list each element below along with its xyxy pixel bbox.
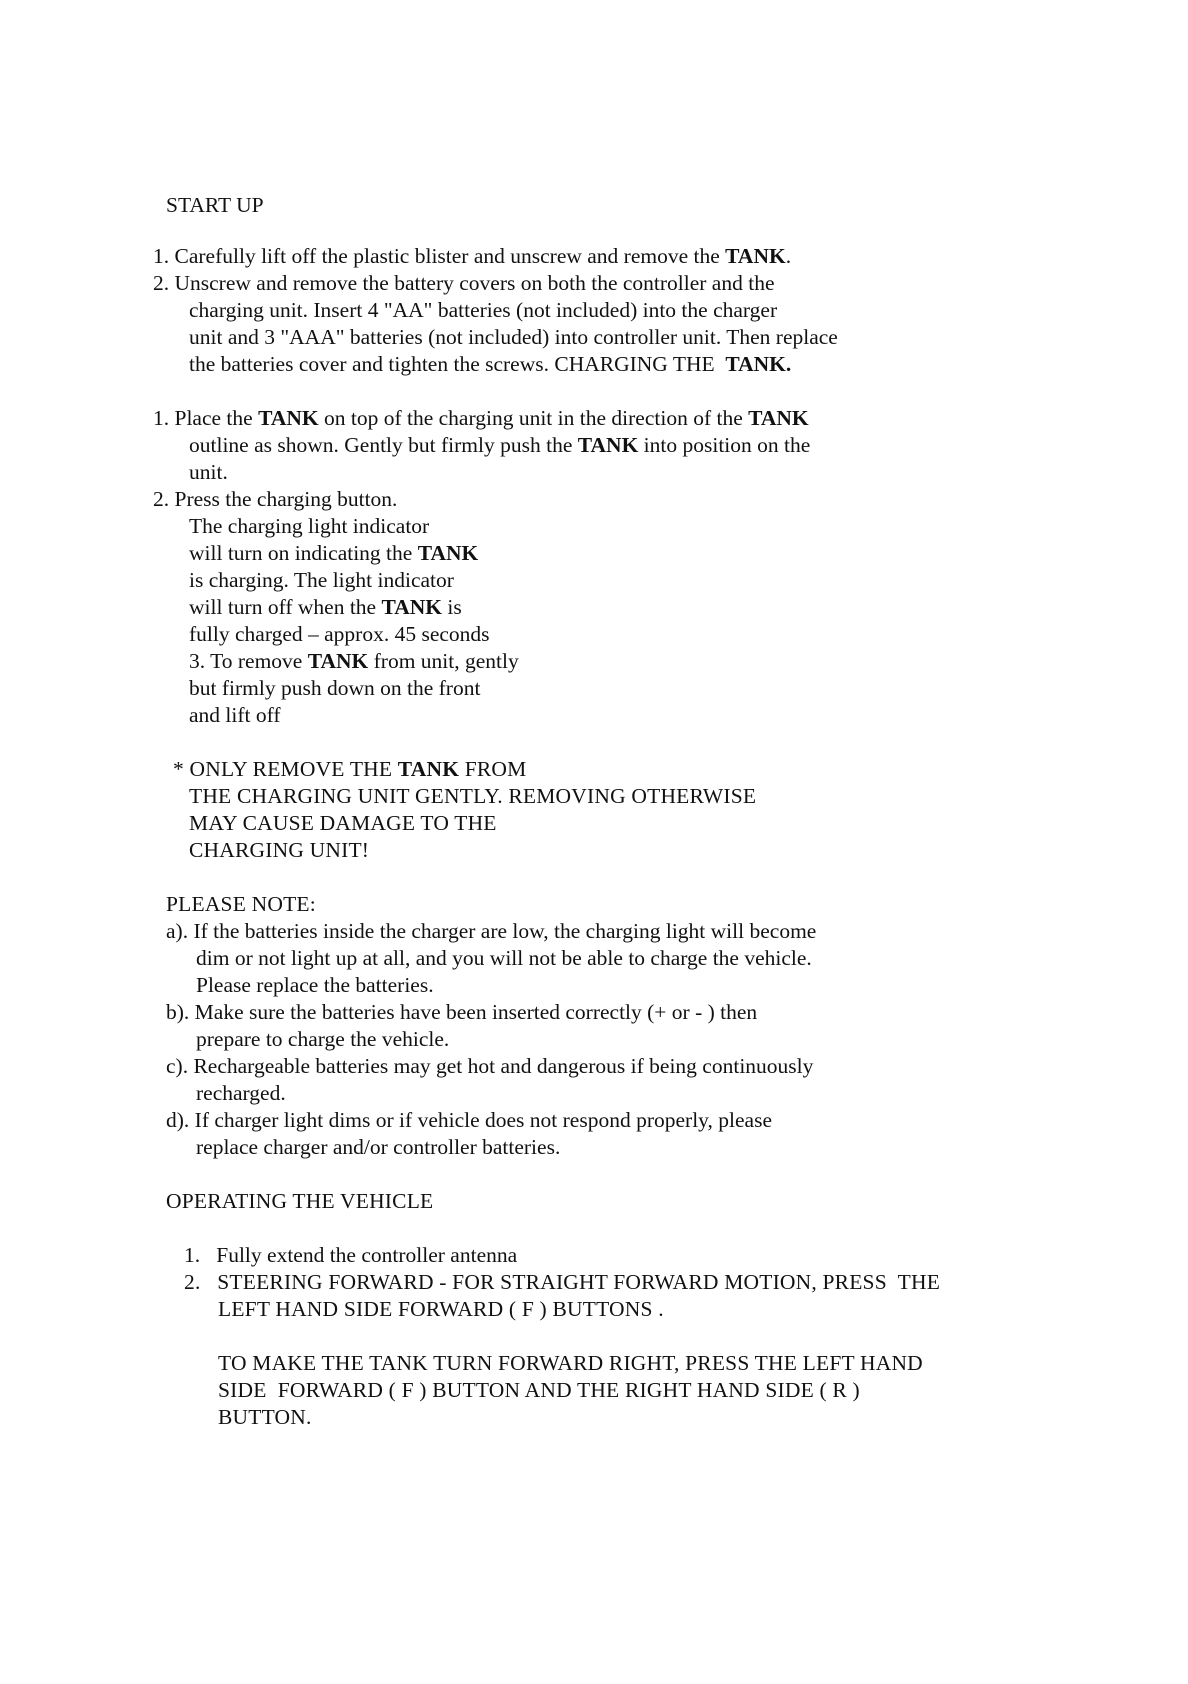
charging-item-2-line-2: The charging light indicator — [189, 514, 430, 538]
tank-bold: TANK — [577, 433, 639, 457]
charging-item-1-line-3: unit. — [189, 460, 228, 484]
text: . — [785, 244, 792, 268]
operating-paragraph-line-3: BUTTON. — [218, 1405, 312, 1429]
charging-item-3-line-3: and lift off — [189, 703, 281, 727]
start-up-item-2-line-1: 2. Unscrew and remove the battery covers on both the controller and the — [153, 271, 775, 295]
operating-paragraph-line-2: SIDE FORWARD ( F ) BUTTON AND THE RIGHT HAND SIDE ( R ) — [218, 1378, 860, 1402]
start-up-item-1 — [153, 243, 791, 270]
charging-the-tank-bold: TANK. — [725, 352, 792, 376]
tank-bold: TANK — [381, 595, 443, 619]
text: 3. To remove — [189, 649, 308, 673]
note-b-line-1: b). Make sure the batteries have been inserted correctly (+ or - ) then — [166, 1000, 758, 1024]
note-c-line-1: c). Rechargeable batteries may get hot and dangerous if being continuously — [166, 1054, 814, 1078]
charging-item-3-line-1 — [189, 648, 519, 675]
start-up-item-2-line-4 — [189, 351, 791, 378]
charging-item-2-line-5 — [189, 594, 462, 621]
charging-item-2-line-3 — [189, 540, 478, 567]
text: into position on the — [638, 433, 811, 457]
tank-bold: TANK — [397, 757, 460, 781]
warning-line-3: MAY CAUSE DAMAGE TO THE — [189, 811, 497, 835]
note-c-line-2: recharged. — [196, 1081, 286, 1105]
tank-bold: TANK — [725, 244, 786, 268]
please-note-heading: PLEASE NOTE: — [166, 892, 316, 916]
charging-item-1-line-1 — [153, 405, 809, 432]
charging-item-2-line-1: 2. Press the charging button. — [153, 487, 398, 511]
note-d-line-1: d). If charger light dims or if vehicle does not respond properly, please — [166, 1108, 772, 1132]
text: 1. Place the — [153, 406, 259, 430]
tank-bold: TANK — [258, 406, 319, 430]
operating-item-1: 1. Fully extend the controller antenna — [184, 1243, 518, 1267]
start-up-item-2-line-3: unit and 3 "AAA" batteries (not included) into controller unit. Then replace — [189, 325, 838, 349]
tank-bold: TANK — [748, 406, 809, 430]
note-a-line-3: Please replace the batteries. — [196, 973, 434, 997]
tank-bold: TANK — [417, 541, 479, 565]
text: will turn off when the — [189, 595, 382, 619]
text: FROM — [459, 757, 527, 781]
tank-bold: TANK — [307, 649, 369, 673]
operating-item-2-line-1: 2. STEERING FORWARD - FOR STRAIGHT FORWARD MOTION, PRESS THE — [184, 1270, 941, 1294]
text: on top of the charging unit in the direction of the — [318, 406, 749, 430]
note-a-line-1: a). If the batteries inside the charger are low, the charging light will become — [166, 919, 817, 943]
charging-item-2-line-6: fully charged – approx. 45 seconds — [189, 622, 490, 646]
operating-heading: OPERATING THE VEHICLE — [166, 1189, 434, 1213]
note-b-line-2: prepare to charge the vehicle. — [196, 1027, 450, 1051]
text: will turn on indicating the — [189, 541, 418, 565]
start-up-heading: START UP — [166, 193, 264, 217]
charging-item-1-line-2 — [189, 432, 810, 459]
text: outline as shown. Gently but firmly push the — [189, 433, 578, 457]
charging-item-3-line-2: but firmly push down on the front — [189, 676, 481, 700]
text: * ONLY REMOVE THE — [173, 757, 398, 781]
operating-item-2-line-2: LEFT HAND SIDE FORWARD ( F ) BUTTONS . — [218, 1297, 664, 1321]
warning-line-4: CHARGING UNIT! — [189, 838, 370, 862]
text: is — [442, 595, 462, 619]
text: from unit, gently — [368, 649, 519, 673]
warning-line-2: THE CHARGING UNIT GENTLY. REMOVING OTHERWISE — [189, 784, 757, 808]
text: 1. Carefully lift off the plastic blister and unscrew and remove the — [153, 244, 726, 268]
warning-line-1 — [173, 756, 526, 783]
text: the batteries cover and tighten the screws. CHARGING THE — [189, 352, 726, 376]
note-a-line-2: dim or not light up at all, and you will not be able to charge the vehicle. — [196, 946, 812, 970]
note-d-line-2: replace charger and/or controller batteries. — [196, 1135, 561, 1159]
operating-paragraph-line-1: TO MAKE THE TANK TURN FORWARD RIGHT, PRESS THE LEFT HAND — [218, 1351, 923, 1375]
charging-item-2-line-4: is charging. The light indicator — [189, 568, 454, 592]
start-up-item-2-line-2: charging unit. Insert 4 "AA" batteries (not included) into the charger — [189, 298, 778, 322]
